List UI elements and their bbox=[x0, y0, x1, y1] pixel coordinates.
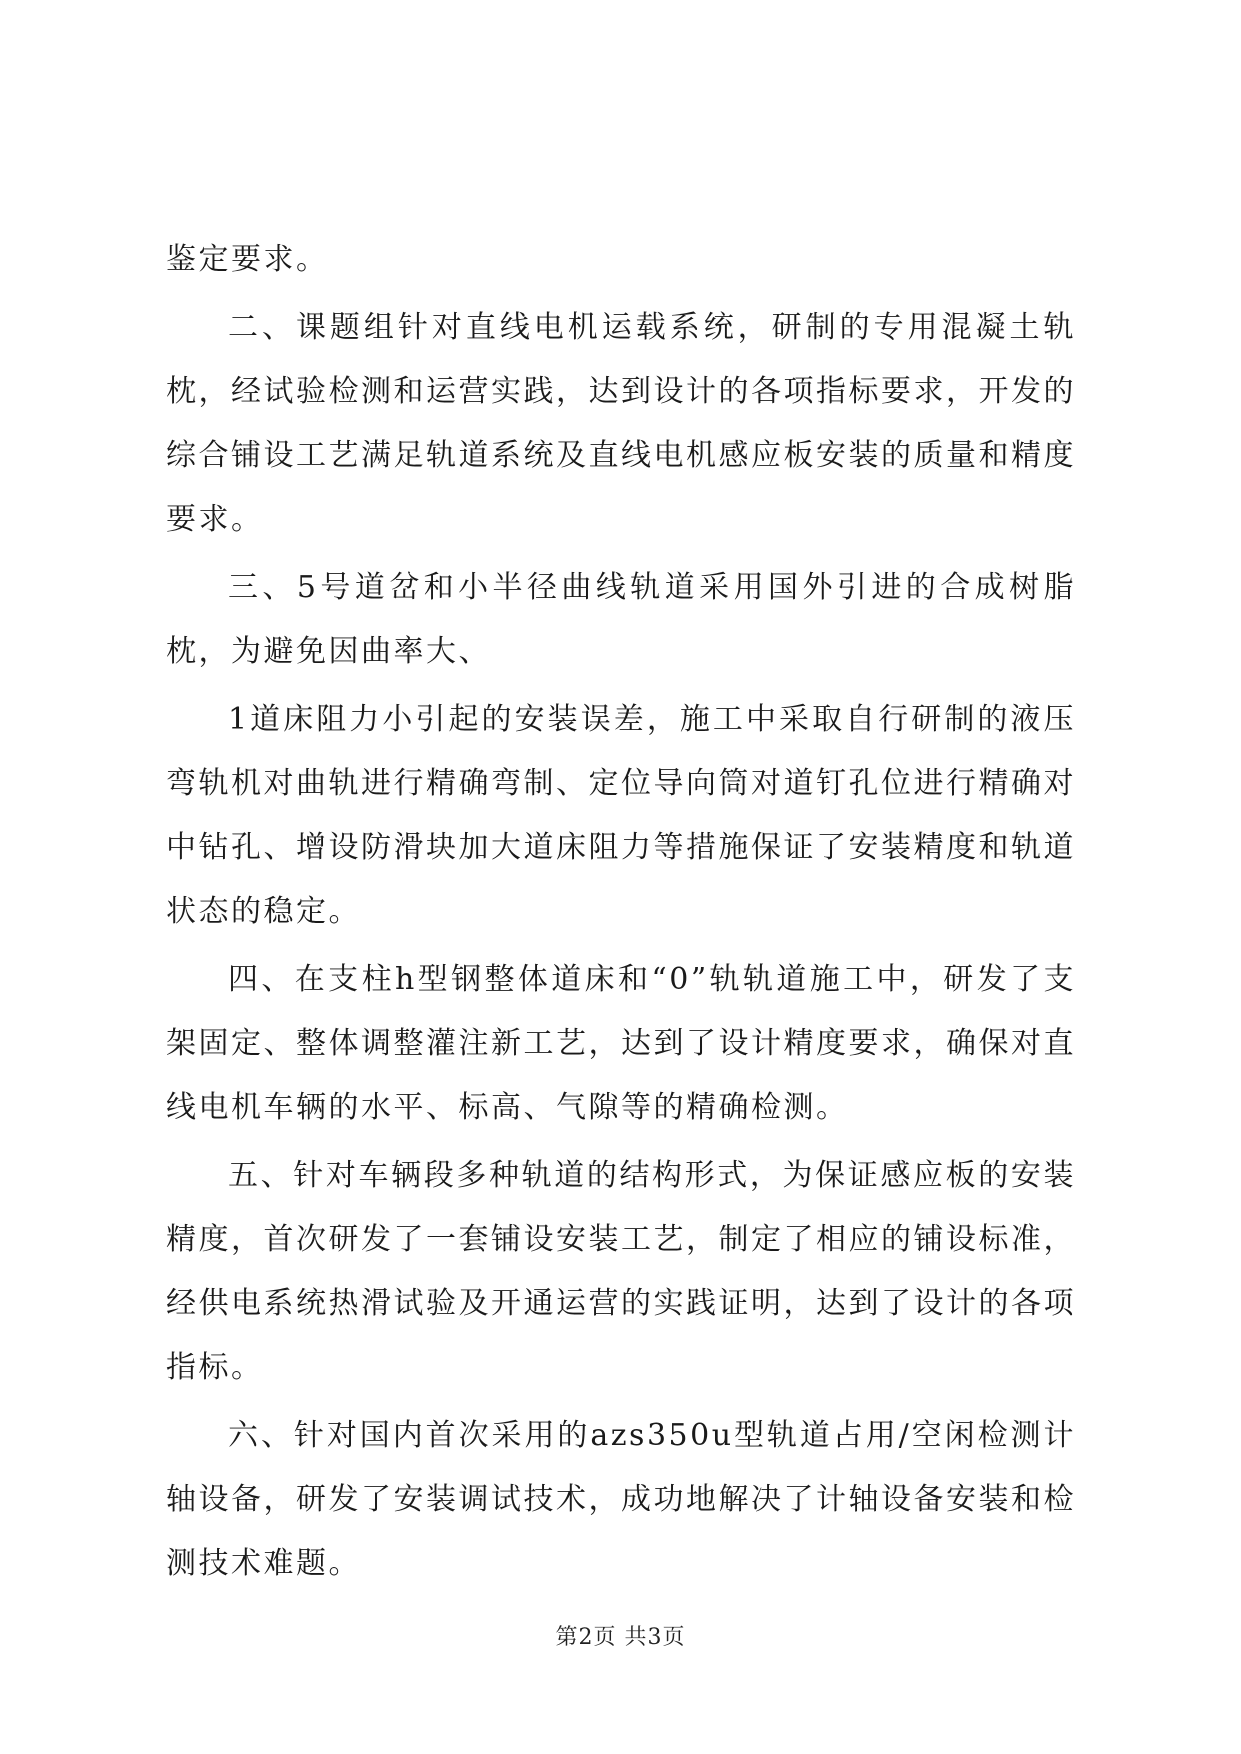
paragraph-item-2: 二、课题组针对直线电机运载系统，研制的专用混凝土轨枕，经试验检测和运营实践，达到设计的各项指标要求，开发的综合铺设工艺满足轨道系统及直线电机感应板安装的质量和精度要求。 bbox=[166, 310, 1076, 537]
paragraph-item-3: 三、5号道岔和小半径曲线轨道采用国外引进的合成树脂枕，为避免因曲率大、 bbox=[166, 570, 1076, 669]
paragraph-item-6: 六、针对国内首次采用的azs350u型轨道占用/空闲检测计轴设备，研发了安装调试技术，成功地解决了计轴设备安装和检测技术难题。 bbox=[166, 1418, 1076, 1581]
paragraph-item-3-continued: 1道床阻力小引起的安装误差，施工中采取自行研制的液压弯轨机对曲轨进行精确弯制、定位导向筒对道钉孔位进行精确对中钻孔、增设防滑块加大道床阻力等措施保证了安装精度和轨道状态的稳定。 bbox=[166, 702, 1076, 929]
page-number-footer: 第2页 共3页 bbox=[555, 1625, 686, 1650]
document-body bbox=[166, 228, 1076, 1600]
paragraph-item-5: 五、针对车辆段多种轨道的结构形式，为保证感应板的安装精度，首次研发了一套铺设安装工艺，制定了相应的铺设标准，经供电系统热滑试验及开通运营的实践证明，达到了设计的各项指标。 bbox=[166, 1158, 1076, 1385]
paragraph-continuation: 鉴定要求。 bbox=[166, 242, 329, 277]
paragraph-item-4: 四、在支柱h型钢整体道床和“0”轨轨道施工中，研发了支架固定、整体调整灌注新工艺，达到了设计精度要求，确保对直线电机车辆的水平、标高、气隙等的精确检测。 bbox=[166, 962, 1076, 1125]
